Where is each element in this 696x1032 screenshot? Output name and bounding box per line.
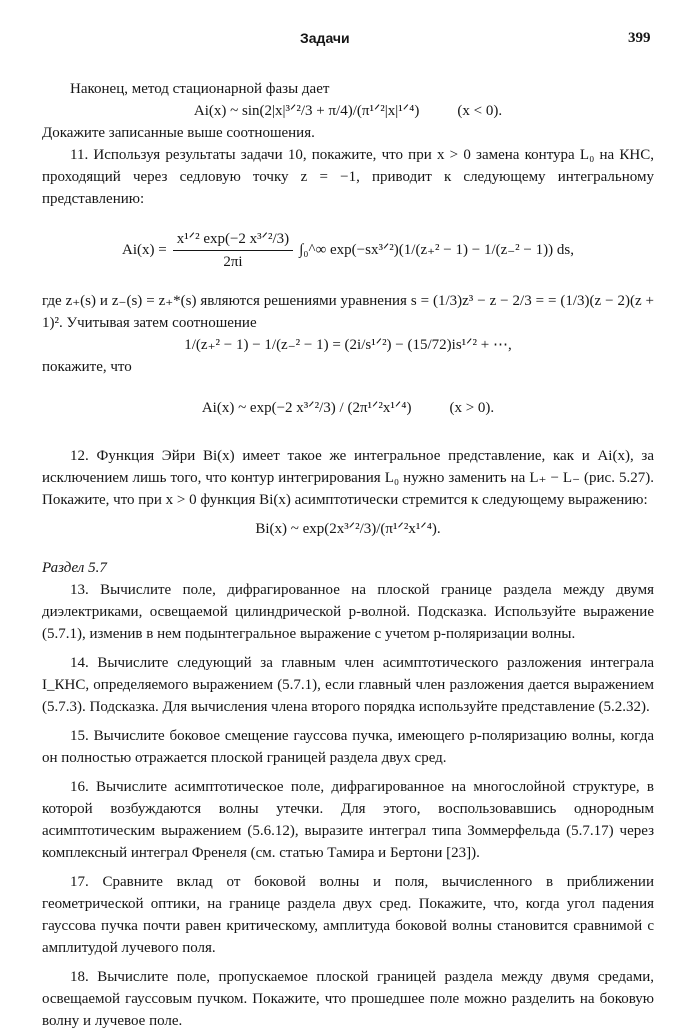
equation-bi [42, 511, 654, 547]
equation-ai-negative-condition: (x < 0). [457, 103, 503, 119]
equation-ai-positive [42, 378, 654, 438]
running-head: Задачи [300, 30, 350, 46]
equation-relation-expr: 1/(z₊² − 1) − 1/(z₋² − 1) = (2i/s¹ᐟ²) − (15/72)is¹ᐟ² + ⋯, [184, 337, 512, 353]
prove-text: Докажите записанные выше соотношения. [42, 125, 315, 141]
equation-ai-positive-condition: (x > 0). [449, 400, 495, 416]
equation-bi-expr: Bi(x) ~ exp(2x³ᐟ²/3)/(π¹ᐟ²x¹ᐟ⁴). [255, 521, 441, 537]
problem-18: 18. Вычислите поле, пропускаемое плоской границей раздела между двумя средами, освещаемой гауссовым пучком. Покажите, что прошедшее поле можно разделить на боковую волну и лучевое поле. [42, 969, 654, 1029]
integral-body: ∫₀^∞ exp(−sx³ᐟ²)(1/(z₊² − 1) − 1/(z₋² − 1)) ds, [299, 242, 574, 258]
problem-11: 11. Используя результаты задачи 10, покажите, что при x > 0 замена контура L₀ на КНС, проходящий через седловую точку z = −1, приводит к следующему интегральному представлению: [42, 147, 654, 207]
problem-11-continued: где z₊(s) и z₋(s) = z₊*(s) являются решениями уравнения s = (1/3)z³ − z − 2/3 = = (1/3)(z − 2)(z + 1)². Учитывая затем соотношение [42, 293, 654, 331]
intro-text: Наконец, метод стационарной фазы дает [70, 81, 330, 97]
integral-lhs: Ai(x) = [122, 242, 167, 258]
problem-12: 12. Функция Эйри Bi(x) имеет такое же интегральное представление, как и Ai(x), за исключением лишь того, что контур интегрирования L₀ нужно заменить на L₊ − L₋ (рис. 5.27). Покажите, что при x > 0 функция Bi(x) асимптотически стремится к следующему выражению: [42, 448, 654, 508]
page-body [42, 78, 654, 1032]
integral-fraction [173, 228, 293, 273]
show-text: покажите, что [42, 359, 132, 375]
equation-ai-positive-expr: Ai(x) ~ exp(−2 x³ᐟ²/3) / (2π¹ᐟ²x¹ᐟ⁴) [201, 400, 412, 416]
equation-ai-negative-expr: Ai(x) ~ sin(2|x|³ᐟ²/3 + π/4)/(π¹ᐟ²|x|¹ᐟ⁴) [193, 103, 420, 119]
problem-15: 15. Вычислите боковое смещение гауссова пучка, имеющего р-поляризацию волны, когда он полностью отражается плоской границей раздела двух сред. [42, 728, 654, 766]
problem-16: 16. Вычислите асимптотическое поле, дифрагированное на многослойной структуре, в которой возбуждаются волны утечки. Для этого, воспользовавшись однородным асимптотическим выражением (5.6.12), выразите интеграл типа Зоммерфельда (5.7.17) через комплексный интеграл Френеля (см. статью Тамира и Бертони [23]). [42, 779, 654, 861]
equation-relation [42, 334, 654, 356]
problem-13: 13. Вычислите поле, дифрагированное на плоской границе раздела между двумя диэлектриками, освещаемой цилиндрической р-волной. Подсказка. Используйте выражение (5.7.1), изменив в нем подынтегральное выражение с учетом р-поляризации волны. [42, 582, 654, 642]
integral-denominator: 2πi [223, 253, 243, 270]
problem-14: 14. Вычислите следующий за главным член асимптотического разложения интеграла I_КНС, определяемого выражением (5.7.1), если главный член разложения дается выражением (5.7.3). Подсказка. Для вычисления члена второго порядка используйте представление (5.2.32). [42, 655, 654, 715]
equation-integral [42, 210, 654, 290]
section-heading: Раздел 5.7 [42, 560, 107, 576]
integral-numerator: x¹ᐟ² exp(−2 x³ᐟ²/3) [173, 228, 293, 251]
page-number: 399 [628, 30, 651, 46]
equation-ai-negative [42, 100, 654, 122]
problem-17: 17. Сравните вклад от боковой волны и поля, вычисленного в приближении геометрической оптики, на границе раздела двух сред. Покажите, что, когда угол падения гауссова пучка почти равен критическому, амплитуда боковой волны становится сравнимой с амплитудой лучевого поля. [42, 874, 654, 956]
